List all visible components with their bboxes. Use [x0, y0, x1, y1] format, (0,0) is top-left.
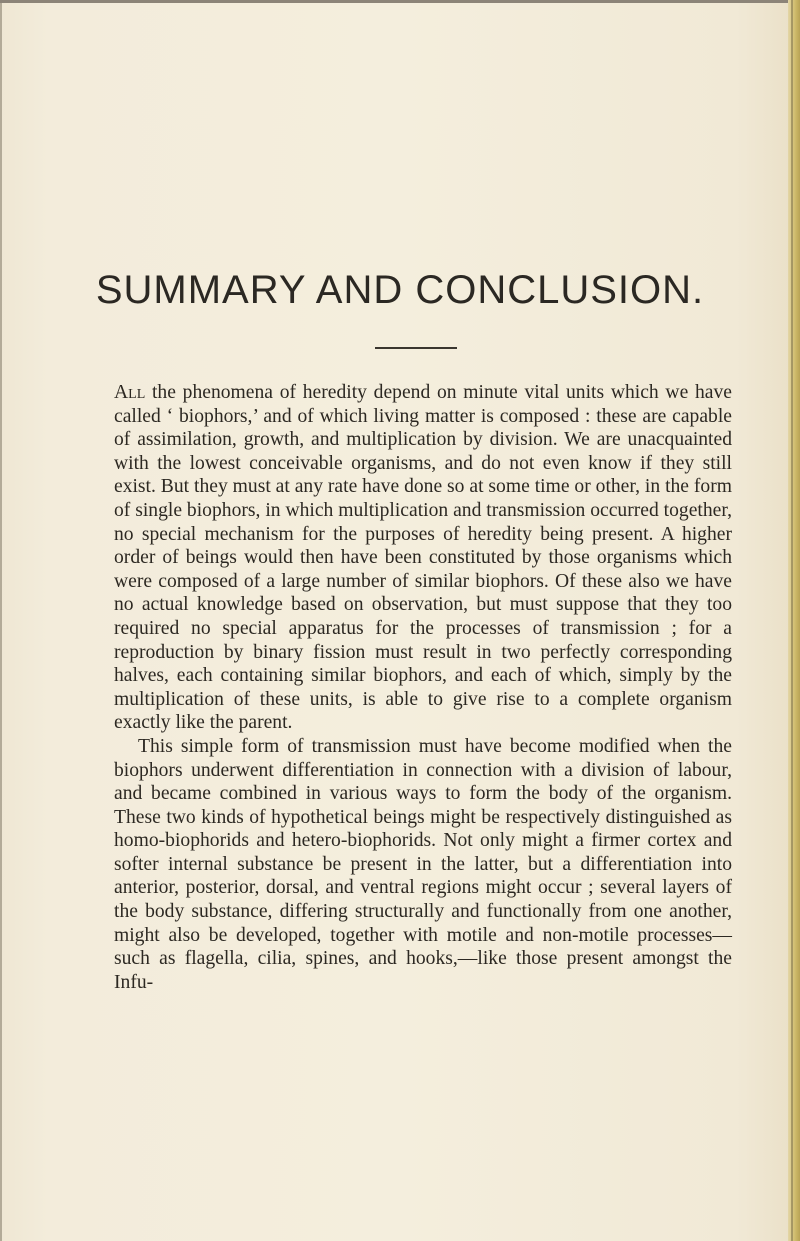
paragraph-2: This simple form of transmission must have become modified when the biophors underwent differentiation in connection with a division of labour, and became combined in various ways to form the body of the organism. These two kinds of hypothetical beings might be respectively distinguished as homo-biophorids and hetero-biophorids. Not only might a firmer cortex and softer internal substance be present in the latter, but a differentiation into anterior, posterior, dorsal, and ventral regions might occur ; several layers of the body substance, differing structurally and functionally from one another, might also be developed, together with motile and non-motile processes—such as flagella, cilia, spines, and hooks,—like those present amongst the Infu-	[114, 735, 732, 993]
spine-shadow-line	[791, 0, 793, 1241]
chapter-title: SUMMARY AND CONCLUSION.	[95, 268, 705, 312]
paragraph-1-lead-word: All	[114, 382, 146, 403]
paragraph-1	[114, 381, 732, 735]
book-spine-edge	[788, 0, 800, 1241]
title-rule	[375, 347, 457, 349]
page-left-edge	[0, 3, 2, 1241]
paragraph-1-text: the phenomena of heredity depend on minute vital units which we have called ‘ biophors,’ and of which living matter is composed : these are capable of assimilation, growth, and multiplication by division. We are unacquainted with the lowest conceivable organisms, and do not even know if they still exist. But they must at any rate have done so at some time or other, in the form of single biophors, in which multiplication and transmission occurred together, no special mechanism for the purposes of heredity being present. A higher order of beings would then have been constituted by those organisms which were composed of a large number of similar biophors. Of these also we have no actual knowledge based on observation, but must suppose that they too required no special apparatus for the processes of transmission ; for a reproduction by binary fission must result in two perfectly corresponding halves, each containing similar biophors, and each of which, simply by the multiplication of these units, is able to give rise to a complete organism exactly like the parent.	[114, 382, 732, 734]
page-top-edge	[0, 0, 800, 3]
body-text	[114, 381, 732, 994]
